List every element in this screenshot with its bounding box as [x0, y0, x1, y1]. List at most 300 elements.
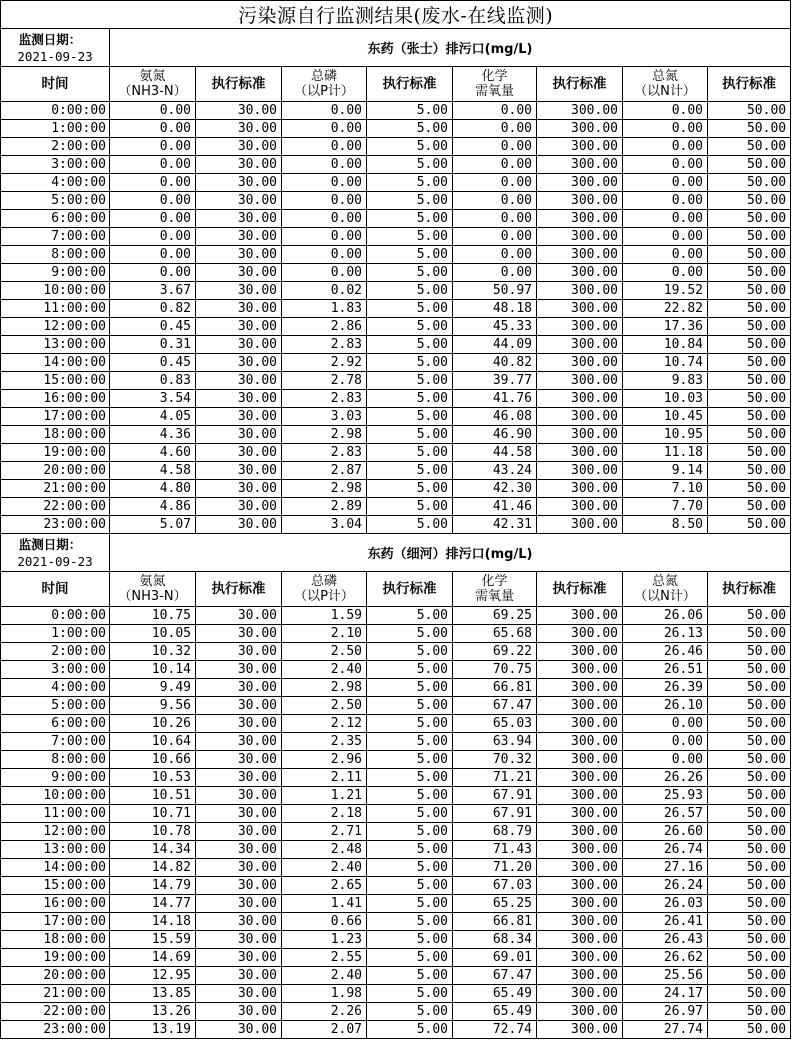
value-cell: 50.00: [708, 408, 791, 426]
outlet-name: 东药（细河）排污口(mg/L): [110, 534, 791, 572]
value-cell: 30.00: [196, 877, 282, 895]
value-cell: 27.74: [623, 1021, 708, 1039]
table-row: [1, 426, 791, 444]
value-cell: 5.00: [367, 498, 453, 516]
value-cell: 5.00: [367, 174, 453, 192]
column-header: [110, 67, 196, 102]
value-cell: 10.05: [110, 625, 196, 643]
value-cell: 26.57: [623, 805, 708, 823]
value-cell: 10.84: [623, 336, 708, 354]
column-header: [1, 572, 110, 607]
value-cell: 5.00: [367, 931, 453, 949]
table-row: [1, 1003, 791, 1021]
value-cell: 50.00: [708, 192, 791, 210]
value-cell: 0.00: [453, 138, 537, 156]
value-cell: 50.00: [708, 246, 791, 264]
value-cell: 300.00: [537, 877, 623, 895]
value-cell: 2.87: [282, 462, 367, 480]
title-row: [1, 1, 791, 29]
time-cell: 9:00:00: [1, 264, 110, 282]
value-cell: 0.66: [282, 913, 367, 931]
column-header-line: （以N计）: [634, 589, 696, 604]
value-cell: 50.00: [708, 949, 791, 967]
value-cell: 5.00: [367, 661, 453, 679]
table-row: [1, 823, 791, 841]
time-cell: 12:00:00: [1, 823, 110, 841]
value-cell: 30.00: [196, 949, 282, 967]
column-header: [453, 572, 537, 607]
value-cell: 5.00: [367, 823, 453, 841]
value-cell: 300.00: [537, 228, 623, 246]
value-cell: 300.00: [537, 354, 623, 372]
value-cell: 48.18: [453, 300, 537, 318]
value-cell: 50.00: [708, 516, 791, 534]
value-cell: 50.00: [708, 444, 791, 462]
value-cell: 30.00: [196, 913, 282, 931]
value-cell: 300.00: [537, 913, 623, 931]
value-cell: 45.33: [453, 318, 537, 336]
value-cell: 5.00: [367, 1021, 453, 1039]
value-cell: 65.49: [453, 1003, 537, 1021]
value-cell: 50.00: [708, 426, 791, 444]
value-cell: 2.55: [282, 949, 367, 967]
time-cell: 23:00:00: [1, 516, 110, 534]
table-row: [1, 787, 791, 805]
value-cell: 5.00: [367, 967, 453, 985]
value-cell: 0.00: [623, 174, 708, 192]
value-cell: 5.00: [367, 444, 453, 462]
time-cell: 2:00:00: [1, 643, 110, 661]
value-cell: 14.77: [110, 895, 196, 913]
table-row: [1, 715, 791, 733]
value-cell: 50.00: [708, 661, 791, 679]
value-cell: 0.00: [110, 156, 196, 174]
value-cell: 71.20: [453, 859, 537, 877]
outlet-name: 东药（张士）排污口(mg/L): [110, 29, 791, 67]
value-cell: 5.00: [367, 877, 453, 895]
time-cell: 11:00:00: [1, 300, 110, 318]
time-cell: 15:00:00: [1, 372, 110, 390]
value-cell: 26.13: [623, 625, 708, 643]
value-cell: 300.00: [537, 895, 623, 913]
column-header-line: 化学: [481, 69, 508, 84]
value-cell: 26.41: [623, 913, 708, 931]
value-cell: 300.00: [537, 462, 623, 480]
value-cell: 67.03: [453, 877, 537, 895]
value-cell: 71.43: [453, 841, 537, 859]
time-cell: 14:00:00: [1, 354, 110, 372]
table-row: [1, 174, 791, 192]
value-cell: 50.00: [708, 372, 791, 390]
table-row: [1, 625, 791, 643]
value-cell: 0.00: [282, 120, 367, 138]
column-header: [708, 572, 791, 607]
value-cell: 300.00: [537, 336, 623, 354]
value-cell: 30.00: [196, 282, 282, 300]
table-row: [1, 300, 791, 318]
column-header-line: 总氮: [651, 574, 678, 589]
value-cell: 5.00: [367, 138, 453, 156]
value-cell: 5.00: [367, 697, 453, 715]
value-cell: 5.00: [367, 336, 453, 354]
value-cell: 0.00: [453, 174, 537, 192]
value-cell: 2.71: [282, 823, 367, 841]
time-cell: 3:00:00: [1, 661, 110, 679]
column-header-line: 化学: [481, 574, 508, 589]
value-cell: 70.75: [453, 661, 537, 679]
value-cell: 5.00: [367, 462, 453, 480]
value-cell: 0.00: [282, 246, 367, 264]
column-header-line: （以P计）: [294, 84, 354, 99]
value-cell: 300.00: [537, 967, 623, 985]
time-cell: 7:00:00: [1, 733, 110, 751]
time-cell: 0:00:00: [1, 102, 110, 120]
value-cell: 26.74: [623, 841, 708, 859]
value-cell: 300.00: [537, 679, 623, 697]
time-cell: 4:00:00: [1, 174, 110, 192]
value-cell: 300.00: [537, 102, 623, 120]
section-info-row: [1, 534, 791, 572]
value-cell: 26.03: [623, 895, 708, 913]
value-cell: 300.00: [537, 318, 623, 336]
value-cell: 30.00: [196, 102, 282, 120]
value-cell: 50.00: [708, 913, 791, 931]
value-cell: 14.18: [110, 913, 196, 931]
value-cell: 4.36: [110, 426, 196, 444]
value-cell: 50.00: [708, 805, 791, 823]
value-cell: 50.00: [708, 733, 791, 751]
value-cell: 42.31: [453, 516, 537, 534]
value-cell: 0.00: [110, 174, 196, 192]
table-row: [1, 390, 791, 408]
value-cell: 300.00: [537, 390, 623, 408]
time-cell: 15:00:00: [1, 877, 110, 895]
value-cell: 14.79: [110, 877, 196, 895]
time-cell: 19:00:00: [1, 949, 110, 967]
time-cell: 21:00:00: [1, 985, 110, 1003]
table-row: [1, 480, 791, 498]
value-cell: 68.79: [453, 823, 537, 841]
column-header-line: 执行标准: [552, 580, 607, 597]
column-header: [367, 67, 453, 102]
value-cell: 19.52: [623, 282, 708, 300]
value-cell: 1.59: [282, 607, 367, 625]
value-cell: 5.00: [367, 516, 453, 534]
time-cell: 0:00:00: [1, 607, 110, 625]
value-cell: 5.00: [367, 120, 453, 138]
value-cell: 2.26: [282, 1003, 367, 1021]
value-cell: 44.58: [453, 444, 537, 462]
value-cell: 5.00: [367, 895, 453, 913]
value-cell: 2.12: [282, 715, 367, 733]
value-cell: 30.00: [196, 462, 282, 480]
value-cell: 30.00: [196, 426, 282, 444]
value-cell: 0.00: [623, 264, 708, 282]
table-row: [1, 697, 791, 715]
value-cell: 30.00: [196, 228, 282, 246]
value-cell: 66.81: [453, 679, 537, 697]
value-cell: 0.00: [623, 120, 708, 138]
value-cell: 72.74: [453, 1021, 537, 1039]
value-cell: 2.35: [282, 733, 367, 751]
value-cell: 300.00: [537, 949, 623, 967]
time-cell: 11:00:00: [1, 805, 110, 823]
value-cell: 13.26: [110, 1003, 196, 1021]
value-cell: 65.49: [453, 985, 537, 1003]
value-cell: 30.00: [196, 715, 282, 733]
value-cell: 50.00: [708, 841, 791, 859]
value-cell: 66.81: [453, 913, 537, 931]
value-cell: 5.00: [367, 318, 453, 336]
value-cell: 30.00: [196, 697, 282, 715]
time-cell: 22:00:00: [1, 498, 110, 516]
time-cell: 8:00:00: [1, 751, 110, 769]
value-cell: 5.00: [367, 679, 453, 697]
value-cell: 1.41: [282, 895, 367, 913]
time-cell: 5:00:00: [1, 192, 110, 210]
value-cell: 25.93: [623, 787, 708, 805]
table-row: [1, 444, 791, 462]
time-cell: 14:00:00: [1, 859, 110, 877]
time-cell: 9:00:00: [1, 769, 110, 787]
table-row: [1, 156, 791, 174]
column-header-line: 总氮: [651, 69, 678, 84]
table-row: [1, 282, 791, 300]
time-cell: 22:00:00: [1, 1003, 110, 1021]
value-cell: 0.00: [110, 228, 196, 246]
value-cell: 26.26: [623, 769, 708, 787]
value-cell: 2.83: [282, 336, 367, 354]
value-cell: 300.00: [537, 859, 623, 877]
value-cell: 26.60: [623, 823, 708, 841]
value-cell: 30.00: [196, 390, 282, 408]
time-cell: 3:00:00: [1, 156, 110, 174]
column-header: [110, 572, 196, 607]
value-cell: 30.00: [196, 1003, 282, 1021]
value-cell: 5.00: [367, 715, 453, 733]
value-cell: 40.82: [453, 354, 537, 372]
monitoring-date-label: 监测日期：: [18, 536, 82, 552]
value-cell: 67.91: [453, 787, 537, 805]
value-cell: 1.83: [282, 300, 367, 318]
value-cell: 50.00: [708, 138, 791, 156]
value-cell: 2.98: [282, 426, 367, 444]
time-cell: 4:00:00: [1, 679, 110, 697]
value-cell: 0.00: [453, 246, 537, 264]
table-row: [1, 372, 791, 390]
table-row: [1, 859, 791, 877]
value-cell: 26.10: [623, 697, 708, 715]
table-row: [1, 498, 791, 516]
column-header-line: （以P计）: [294, 589, 354, 604]
value-cell: 5.00: [367, 913, 453, 931]
value-cell: 0.00: [623, 751, 708, 769]
column-header-line: 执行标准: [211, 75, 266, 92]
value-cell: 0.00: [110, 264, 196, 282]
value-cell: 2.07: [282, 1021, 367, 1039]
column-header-line: 执行标准: [552, 75, 607, 92]
value-cell: 50.00: [708, 120, 791, 138]
column-header: [708, 67, 791, 102]
value-cell: 50.00: [708, 336, 791, 354]
time-cell: 17:00:00: [1, 913, 110, 931]
value-cell: 0.00: [282, 210, 367, 228]
value-cell: 50.00: [708, 679, 791, 697]
value-cell: 300.00: [537, 805, 623, 823]
monitoring-date-value: 2021-09-23: [17, 48, 93, 64]
value-cell: 8.50: [623, 516, 708, 534]
value-cell: 10.74: [623, 354, 708, 372]
value-cell: 50.00: [708, 625, 791, 643]
value-cell: 50.00: [708, 210, 791, 228]
value-cell: 50.00: [708, 607, 791, 625]
table-row: [1, 246, 791, 264]
column-header: [282, 572, 367, 607]
value-cell: 4.86: [110, 498, 196, 516]
value-cell: 30.00: [196, 516, 282, 534]
value-cell: 50.00: [708, 498, 791, 516]
value-cell: 0.00: [282, 228, 367, 246]
value-cell: 10.75: [110, 607, 196, 625]
value-cell: 50.00: [708, 354, 791, 372]
value-cell: 14.69: [110, 949, 196, 967]
table-row: [1, 408, 791, 426]
time-cell: 10:00:00: [1, 282, 110, 300]
value-cell: 30.00: [196, 120, 282, 138]
value-cell: 41.76: [453, 390, 537, 408]
value-cell: 5.00: [367, 300, 453, 318]
time-cell: 6:00:00: [1, 210, 110, 228]
time-cell: 7:00:00: [1, 228, 110, 246]
value-cell: 5.00: [367, 390, 453, 408]
table-row: [1, 354, 791, 372]
column-header: [537, 67, 623, 102]
value-cell: 65.25: [453, 895, 537, 913]
table-row: [1, 679, 791, 697]
time-cell: 21:00:00: [1, 480, 110, 498]
value-cell: 30.00: [196, 498, 282, 516]
value-cell: 46.08: [453, 408, 537, 426]
value-cell: 5.00: [367, 769, 453, 787]
value-cell: 30.00: [196, 625, 282, 643]
value-cell: 1.21: [282, 787, 367, 805]
value-cell: 0.00: [282, 102, 367, 120]
time-cell: 2:00:00: [1, 138, 110, 156]
value-cell: 30.00: [196, 859, 282, 877]
value-cell: 13.85: [110, 985, 196, 1003]
value-cell: 5.00: [367, 841, 453, 859]
value-cell: 65.68: [453, 625, 537, 643]
value-cell: 2.10: [282, 625, 367, 643]
table-row: [1, 336, 791, 354]
value-cell: 30.00: [196, 679, 282, 697]
time-cell: 13:00:00: [1, 841, 110, 859]
column-header: [282, 67, 367, 102]
value-cell: 5.00: [367, 643, 453, 661]
value-cell: 5.00: [367, 733, 453, 751]
value-cell: 300.00: [537, 210, 623, 228]
column-header: [453, 67, 537, 102]
value-cell: 2.78: [282, 372, 367, 390]
value-cell: 17.36: [623, 318, 708, 336]
table-row: [1, 102, 791, 120]
value-cell: 300.00: [537, 426, 623, 444]
table-row: [1, 228, 791, 246]
value-cell: 71.21: [453, 769, 537, 787]
value-cell: 2.50: [282, 697, 367, 715]
value-cell: 5.00: [367, 354, 453, 372]
value-cell: 300.00: [537, 300, 623, 318]
value-cell: 30.00: [196, 895, 282, 913]
value-cell: 3.03: [282, 408, 367, 426]
value-cell: 2.98: [282, 480, 367, 498]
value-cell: 300.00: [537, 697, 623, 715]
value-cell: 300.00: [537, 174, 623, 192]
monitoring-date-value: 2021-09-23: [17, 553, 93, 569]
value-cell: 26.46: [623, 643, 708, 661]
value-cell: 50.00: [708, 318, 791, 336]
column-header-line: 需氧量: [474, 84, 514, 99]
value-cell: 0.00: [623, 210, 708, 228]
value-cell: 26.97: [623, 1003, 708, 1021]
value-cell: 42.30: [453, 480, 537, 498]
time-cell: 23:00:00: [1, 1021, 110, 1039]
column-header-row: [1, 67, 791, 102]
value-cell: 30.00: [196, 372, 282, 390]
value-cell: 2.98: [282, 679, 367, 697]
value-cell: 30.00: [196, 354, 282, 372]
value-cell: 300.00: [537, 823, 623, 841]
value-cell: 300.00: [537, 156, 623, 174]
value-cell: 0.00: [282, 174, 367, 192]
value-cell: 30.00: [196, 138, 282, 156]
value-cell: 0.00: [623, 192, 708, 210]
value-cell: 30.00: [196, 264, 282, 282]
column-header: [367, 572, 453, 607]
value-cell: 50.00: [708, 823, 791, 841]
table-row: [1, 607, 791, 625]
value-cell: 30.00: [196, 841, 282, 859]
value-cell: 50.00: [708, 228, 791, 246]
value-cell: 10.66: [110, 751, 196, 769]
value-cell: 41.46: [453, 498, 537, 516]
value-cell: 5.00: [367, 949, 453, 967]
value-cell: 300.00: [537, 1003, 623, 1021]
table-row: [1, 769, 791, 787]
value-cell: 50.00: [708, 715, 791, 733]
time-cell: 6:00:00: [1, 715, 110, 733]
value-cell: 30.00: [196, 787, 282, 805]
time-cell: 13:00:00: [1, 336, 110, 354]
value-cell: 26.39: [623, 679, 708, 697]
value-cell: 0.00: [623, 733, 708, 751]
value-cell: 50.00: [708, 1021, 791, 1039]
value-cell: 10.51: [110, 787, 196, 805]
time-cell: 16:00:00: [1, 390, 110, 408]
value-cell: 4.60: [110, 444, 196, 462]
value-cell: 30.00: [196, 823, 282, 841]
column-header-line: 时间: [41, 75, 69, 92]
value-cell: 30.00: [196, 480, 282, 498]
value-cell: 5.00: [367, 607, 453, 625]
value-cell: 300.00: [537, 372, 623, 390]
table-row: [1, 877, 791, 895]
value-cell: 0.02: [282, 282, 367, 300]
value-cell: 26.06: [623, 607, 708, 625]
value-cell: 3.54: [110, 390, 196, 408]
value-cell: 30.00: [196, 931, 282, 949]
value-cell: 300.00: [537, 985, 623, 1003]
